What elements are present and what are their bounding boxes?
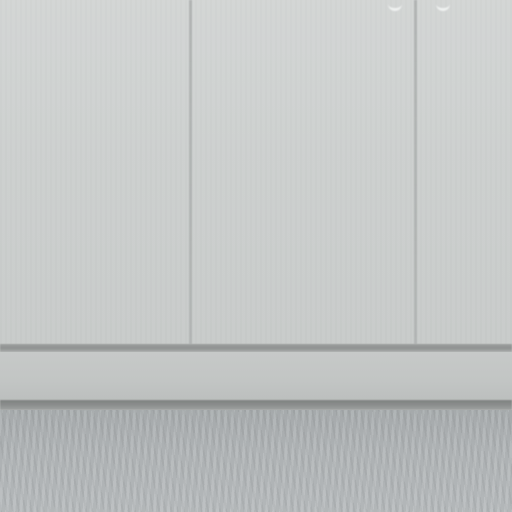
panel-seam	[414, 0, 417, 344]
panel-seam	[189, 0, 192, 344]
rail-band	[0, 352, 512, 400]
rail-bottom-edge	[0, 400, 512, 410]
lower-surface	[0, 410, 512, 512]
rail-top-edge	[0, 344, 512, 352]
